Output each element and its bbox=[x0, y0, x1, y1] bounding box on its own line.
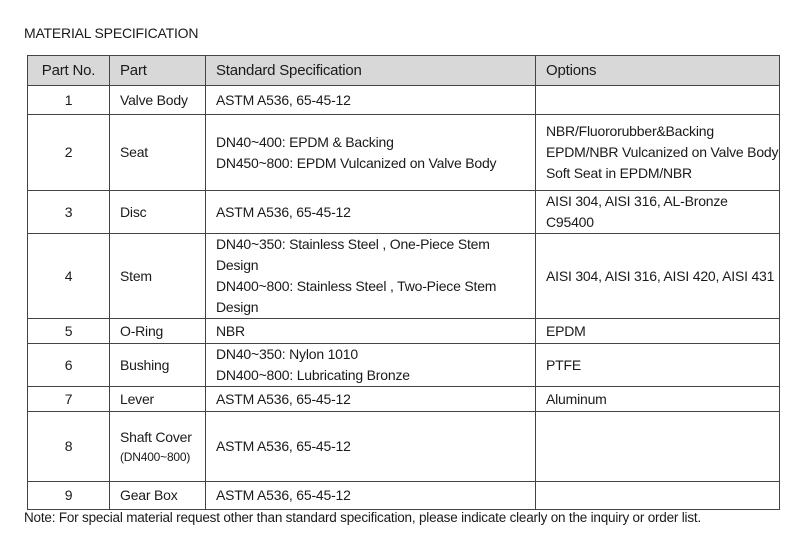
standard-spec-line: ASTM A536, 65-45-12 bbox=[216, 390, 351, 407]
table-row bbox=[28, 387, 780, 412]
options-cell bbox=[536, 115, 780, 191]
part-number-cell: 5 bbox=[28, 319, 110, 344]
part-name-cell bbox=[110, 234, 206, 319]
part-number-cell: 6 bbox=[28, 344, 110, 387]
standard-spec-line: ASTM A536, 65-45-12 bbox=[216, 487, 351, 503]
standard-spec-line: DN40~350: Stainless Steel , One-Piece Stem Design bbox=[216, 236, 490, 273]
standard-spec-line: ASTM A536, 65-45-12 bbox=[216, 203, 351, 220]
table-row bbox=[28, 344, 780, 387]
part-name: Disc bbox=[120, 203, 147, 220]
part-name: Lever bbox=[120, 390, 155, 407]
standard-spec-line: DN40~400: EPDM & Backing bbox=[216, 133, 394, 150]
table-row bbox=[28, 482, 780, 510]
standard-spec-cell bbox=[206, 319, 536, 344]
standard-spec-line: ASTM A536, 65-45-12 bbox=[216, 438, 351, 454]
standard-spec-cell bbox=[206, 387, 536, 412]
standard-spec-line: DN400~800: Lubricating Bronze bbox=[216, 367, 410, 383]
option-line: NBR/Fluororubber&Backing bbox=[546, 123, 714, 139]
table-row bbox=[28, 115, 780, 191]
part-number-cell: 9 bbox=[28, 482, 110, 510]
part-number-cell: 7 bbox=[28, 387, 110, 412]
table-row bbox=[28, 86, 780, 115]
standard-spec-cell bbox=[206, 115, 536, 191]
option-line: PTFE bbox=[546, 356, 581, 373]
table-row bbox=[28, 234, 780, 319]
part-number-cell: 8 bbox=[28, 412, 110, 482]
part-number-cell: 3 bbox=[28, 191, 110, 234]
part-name-cell bbox=[110, 115, 206, 191]
part-name-cell bbox=[110, 86, 206, 115]
standard-spec-line: DN400~800: Stainless Steel , Two-Piece Stem Design bbox=[216, 278, 497, 315]
options-cell bbox=[536, 319, 780, 344]
options-cell bbox=[536, 86, 780, 115]
options-cell bbox=[536, 387, 780, 412]
standard-spec-cell bbox=[206, 191, 536, 234]
part-name: Valve Body bbox=[120, 91, 188, 108]
header-standard-specification: Standard Specification bbox=[206, 56, 536, 86]
header-options: Options bbox=[536, 56, 780, 86]
part-name: Stem bbox=[120, 267, 152, 284]
option-line: AISI 304, AISI 316, AISI 420, AISI 431 bbox=[546, 267, 775, 284]
part-number-cell: 1 bbox=[28, 86, 110, 115]
part-name-cell bbox=[110, 482, 206, 510]
part-size-note: (DN400~800) bbox=[120, 450, 191, 464]
standard-spec-cell bbox=[206, 344, 536, 387]
option-line: EPDM bbox=[546, 322, 586, 339]
option-line: Aluminum bbox=[546, 390, 607, 407]
table-row bbox=[28, 191, 780, 234]
option-line: Soft Seat in EPDM/NBR bbox=[546, 165, 692, 181]
standard-spec-cell bbox=[206, 234, 536, 319]
option-line: AISI 304, AISI 316, AL-Bronze C95400 bbox=[546, 193, 728, 230]
options-cell bbox=[536, 234, 780, 319]
standard-spec-cell bbox=[206, 86, 536, 115]
footnote: Note: For special material request other than standard specification, please indicate clearly on the inquiry or order list. bbox=[24, 510, 702, 525]
standard-spec-cell bbox=[206, 412, 536, 482]
standard-spec-line: DN40~350: Nylon 1010 bbox=[216, 346, 358, 362]
page-title: MATERIAL SPECIFICATION bbox=[24, 25, 199, 41]
standard-spec-cell bbox=[206, 482, 536, 510]
part-name-cell bbox=[110, 191, 206, 234]
part-number-cell: 2 bbox=[28, 115, 110, 191]
standard-spec-line: ASTM A536, 65-45-12 bbox=[216, 91, 351, 108]
part-name-cell bbox=[110, 387, 206, 412]
standard-spec-line: NBR bbox=[216, 322, 245, 339]
part-name-cell bbox=[110, 344, 206, 387]
part-name-cell bbox=[110, 319, 206, 344]
part-name: Seat bbox=[120, 144, 148, 160]
header-part: Part bbox=[110, 56, 206, 86]
options-cell bbox=[536, 344, 780, 387]
options-cell bbox=[536, 412, 780, 482]
table-header-row bbox=[28, 56, 780, 86]
options-cell bbox=[536, 482, 780, 510]
table-row bbox=[28, 412, 780, 482]
table-row bbox=[28, 319, 780, 344]
part-number-cell: 4 bbox=[28, 234, 110, 319]
material-spec-table bbox=[27, 55, 780, 510]
part-name-cell bbox=[110, 412, 206, 482]
header-part-no: Part No. bbox=[28, 56, 110, 86]
part-name: O-Ring bbox=[120, 322, 164, 339]
part-name: Bushing bbox=[120, 356, 170, 373]
part-name: Gear Box bbox=[120, 487, 178, 503]
options-cell bbox=[536, 191, 780, 234]
part-name: Shaft Cover bbox=[120, 429, 192, 445]
option-line: EPDM/NBR Vulcanized on Valve Body bbox=[546, 144, 779, 160]
standard-spec-line: DN450~800: EPDM Vulcanized on Valve Body bbox=[216, 154, 497, 171]
